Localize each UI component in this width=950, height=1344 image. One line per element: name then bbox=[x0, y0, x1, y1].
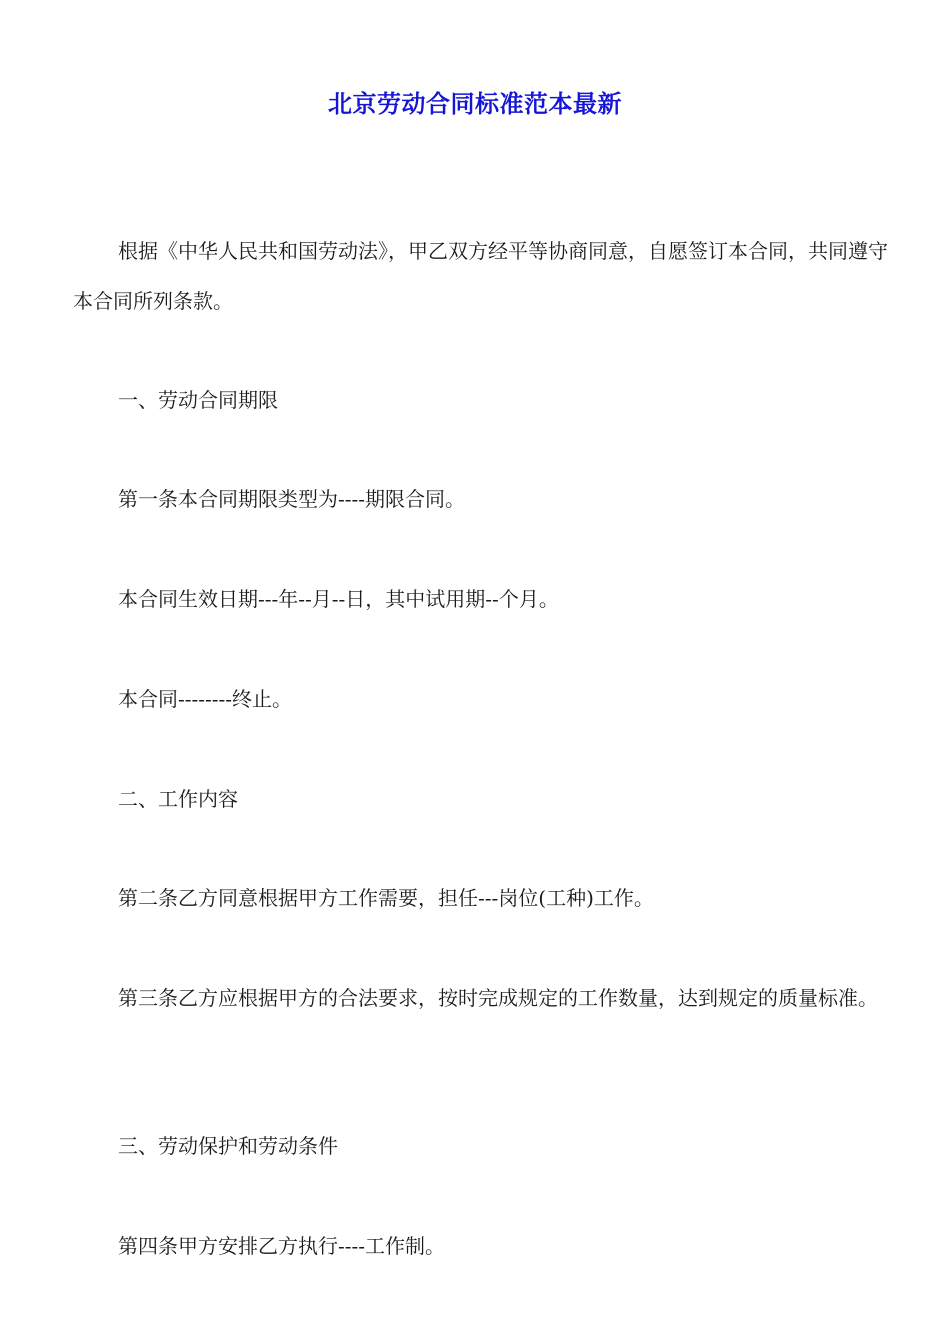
section-heading-1: 一、劳动合同期限 bbox=[118, 388, 278, 412]
article-1: 第一条本合同期限类型为----期限合同。 bbox=[118, 487, 466, 511]
document-title: 北京劳动合同标准范本最新 bbox=[328, 89, 622, 118]
paragraph-intro: 根据《中华人民共和国劳动法》，甲乙双方经平等协商同意，自愿签订本合同，共同遵守本合同所列条款。 bbox=[73, 239, 888, 313]
termination-paragraph: 本合同--------终止。 bbox=[118, 687, 293, 711]
section-heading-2: 二、工作内容 bbox=[118, 787, 238, 811]
article-4: 第四条甲方安排乙方执行----工作制。 bbox=[118, 1234, 446, 1258]
article-2: 第二条乙方同意根据甲方工作需要，担任---岗位(工种)工作。 bbox=[118, 886, 654, 910]
section-heading-3: 三、劳动保护和劳动条件 bbox=[118, 1134, 338, 1158]
article-3: 第三条乙方应根据甲方的合法要求，按时完成规定的工作数量，达到规定的质量标准。 bbox=[118, 986, 878, 1010]
effective-date-paragraph: 本合同生效日期---年--月--日，其中试用期--个月。 bbox=[118, 587, 559, 611]
